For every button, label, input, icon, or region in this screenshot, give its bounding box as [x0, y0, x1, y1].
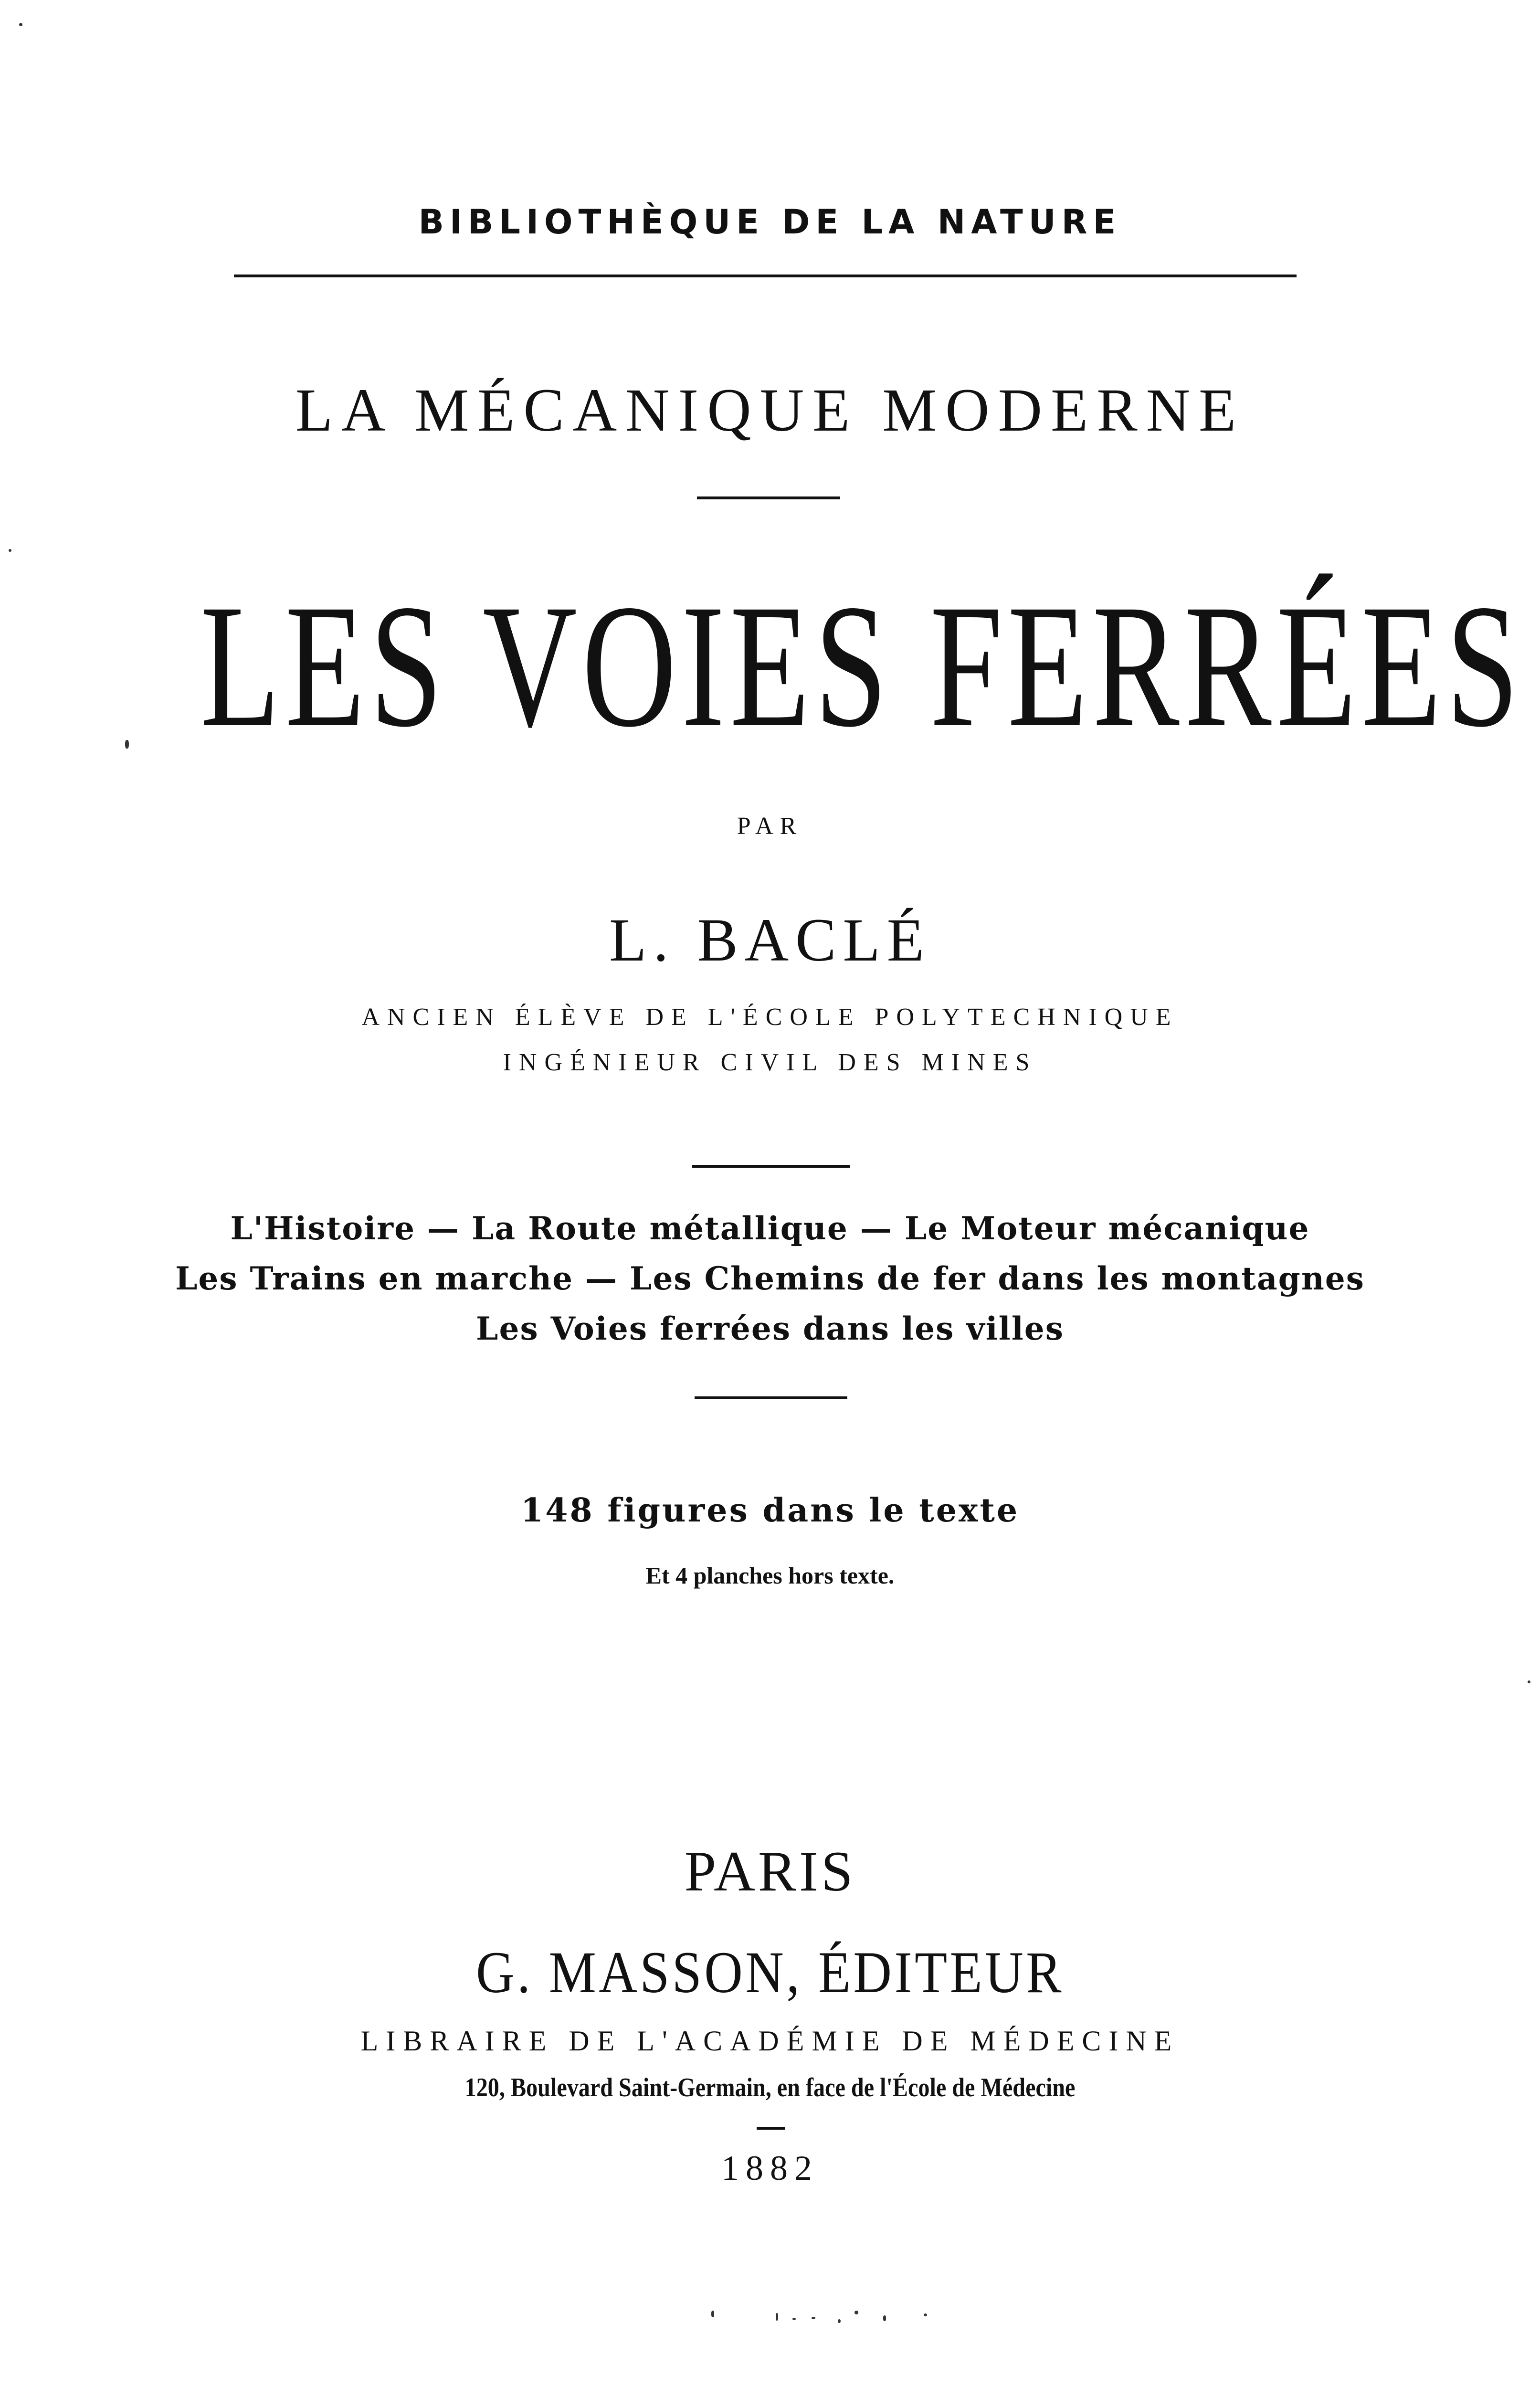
scan-speck [711, 2311, 714, 2317]
scan-speck [838, 2319, 841, 2323]
collection-title: LA MÉCANIQUE MODERNE [295, 376, 1245, 444]
scan-speck [125, 740, 129, 749]
book-title: LES VOIES FERRÉES [200, 568, 1524, 764]
scan-speck [776, 2313, 778, 2321]
author-credential-1: ANCIEN ÉLÈVE DE L'ÉCOLE POLYTECHNIQUE [361, 1003, 1179, 1031]
scan-speck [792, 2318, 796, 2320]
series-rule [234, 275, 1297, 277]
scan-speck [1528, 1680, 1530, 1683]
scan-speck [883, 2315, 886, 2321]
collection-rule [697, 496, 840, 499]
publisher-address: 120, Boulevard Saint-Germain, en face de l'École de Médecine [464, 2073, 1076, 2102]
figures-count: 148 figures dans le texte [520, 1491, 1020, 1530]
contents-line-1: L'Histoire — La Route métallique — Le Moteur mécanique [230, 1210, 1310, 1247]
scan-speck [812, 2317, 815, 2319]
scan-speck [854, 2311, 858, 2314]
author-credential-2: INGÉNIEUR CIVIL DES MINES [503, 1049, 1037, 1076]
contents-line-3: Les Voies ferrées dans les villes [476, 1310, 1064, 1347]
imprint-publisher: G. MASSON, ÉDITEUR [476, 1940, 1064, 2005]
publication-year: 1882 [721, 2149, 819, 2188]
year-rule [757, 2127, 785, 2130]
scan-speck [19, 23, 22, 26]
contents-rule [695, 1396, 847, 1399]
scan-speck [924, 2313, 927, 2316]
publisher-title: LIBRAIRE DE L'ACADÉMIE DE MÉDECINE [360, 2025, 1180, 2057]
plates-note: Et 4 planches hors texte. [645, 1562, 895, 1589]
author-rule [692, 1165, 850, 1168]
author-name: L. BACLÉ [609, 906, 931, 974]
by-label: PAR [737, 813, 803, 840]
series-title: BIBLIOTHÈQUE DE LA NATURE [418, 202, 1122, 242]
imprint-city: PARIS [684, 1839, 856, 1903]
scan-speck [9, 549, 11, 552]
contents-line-2: Les Trains en marche — Les Chemins de fer dans les montagnes [175, 1260, 1365, 1297]
